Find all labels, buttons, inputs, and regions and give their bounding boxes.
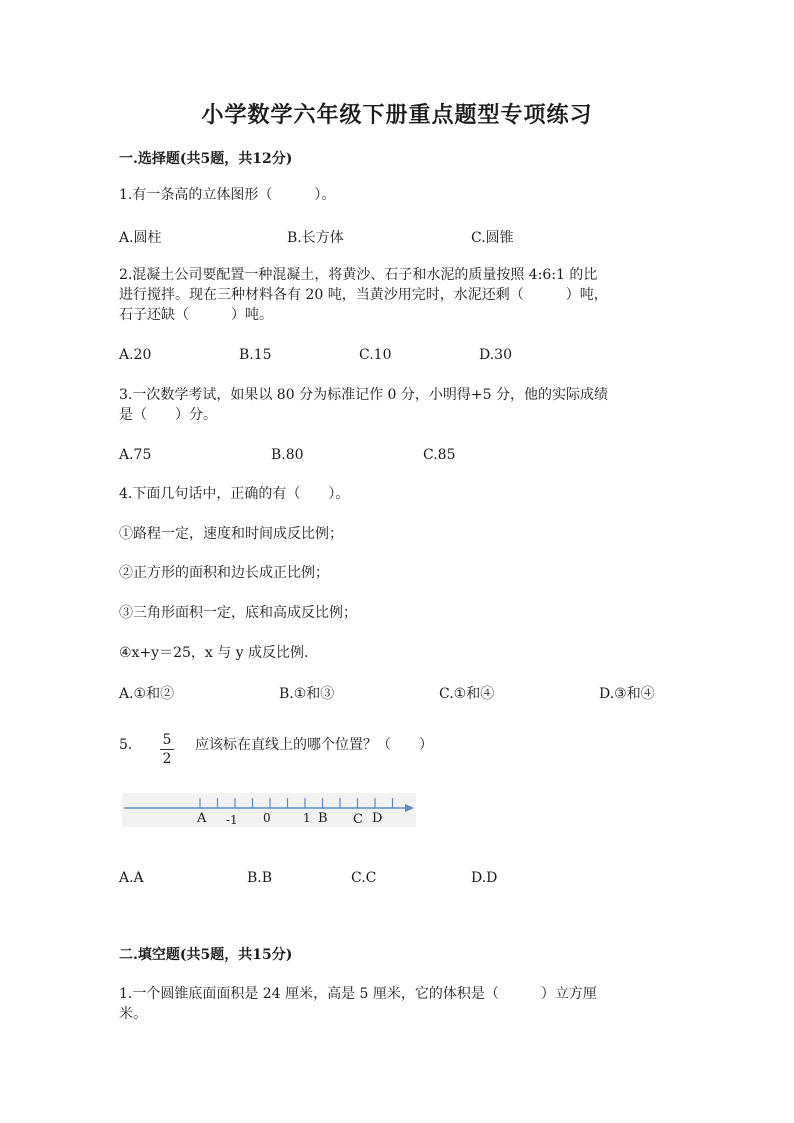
question-2-text — [119, 265, 669, 325]
section-heading-choice: 一.选择题(共5题，共12分) — [119, 151, 293, 167]
fraction-denominator: 2 — [162, 751, 172, 767]
point-label-c: C — [353, 812, 363, 827]
statement-2: ②正方形的面积和边长成正比例； — [119, 565, 329, 581]
option-a[interactable]: A.①和② — [119, 686, 175, 702]
question-5-text: 应该标在直线上的哪个位置？（ ） — [195, 737, 433, 753]
question-3-line-2: 是（ ）分。 — [119, 407, 217, 423]
fill-question-1-line-2: 米。 — [119, 1006, 147, 1022]
question-5-options — [119, 870, 679, 890]
option-a[interactable]: A.圆柱 — [119, 230, 162, 246]
option-d[interactable]: D.D — [471, 870, 498, 886]
question-2-line-2: 进行搅拌。现在三种材料各有 20 吨，当黄沙用完时，水泥还剩（ ）吨， — [119, 287, 608, 303]
statement-1: ①路程一定，速度和时间成反比例； — [119, 526, 343, 542]
question-2-line-1: 2.混凝土公司要配置一种混凝土，将黄沙、石子和水泥的质量按照 4:6:1 的比 — [119, 267, 598, 283]
option-c[interactable]: C.C — [351, 870, 377, 886]
fraction-bar — [160, 749, 174, 750]
question-3-text — [119, 385, 669, 425]
question-5-number: 5. — [119, 737, 133, 753]
option-b[interactable]: B.B — [247, 870, 273, 886]
number-line-svg — [122, 793, 416, 827]
question-3-options — [119, 447, 679, 467]
statement-3: ③三角形面积一定，底和高成反比例； — [119, 605, 357, 621]
tick-label-0: 0 — [263, 811, 271, 825]
option-d[interactable]: D.30 — [479, 347, 512, 363]
option-c[interactable]: C.圆锥 — [471, 230, 514, 246]
fill-question-1-text — [119, 984, 669, 1024]
question-2-options — [119, 347, 679, 367]
number-line-arrow-icon — [405, 804, 414, 812]
option-c[interactable]: C.85 — [423, 447, 456, 463]
option-c[interactable]: C.10 — [359, 347, 392, 363]
fill-question-1-line-1: 1.一个圆锥底面面积是 24 厘米，高是 5 厘米，它的体积是（ ）立方厘 — [119, 986, 597, 1002]
question-3-line-1: 3.一次数学考试，如果以 80 分为标准记作 0 分，小明得+5 分，他的实际成绩 — [119, 387, 608, 403]
question-2-line-3: 石子还缺（ ）吨。 — [119, 307, 273, 323]
number-line-ticks — [200, 798, 393, 808]
option-a[interactable]: A.20 — [119, 347, 152, 363]
page-title: 小学数学六年级下册重点题型专项练习 — [201, 102, 593, 128]
tick-label-1: 1 — [303, 811, 311, 825]
option-a[interactable]: A.A — [119, 870, 144, 886]
number-line — [122, 793, 416, 827]
statement-4: ④x+y＝25，x 与 y 成反比例. — [119, 645, 309, 661]
option-c[interactable]: C.①和④ — [439, 686, 495, 702]
fraction-numerator: 5 — [162, 732, 172, 748]
option-a[interactable]: A.75 — [119, 447, 152, 463]
point-label-d: D — [372, 811, 383, 826]
fraction — [160, 732, 174, 767]
point-label-b: B — [318, 811, 328, 826]
question-4-options — [119, 683, 679, 703]
point-label-a: A — [197, 811, 207, 826]
question-1-text: 1.有一条高的立体图形（ ）。 — [119, 187, 336, 203]
option-b[interactable]: B.80 — [271, 447, 304, 463]
question-4-text: 4.下面几句话中，正确的有（ ）。 — [119, 486, 350, 502]
option-b[interactable]: B.①和③ — [279, 686, 335, 702]
question-1-options — [119, 227, 679, 247]
section-heading-fill-in: 二.填空题(共5题，共15分) — [119, 947, 293, 963]
tick-label-minus-1: -1 — [226, 813, 238, 827]
option-d[interactable]: D.③和④ — [599, 686, 655, 702]
option-b[interactable]: B.长方体 — [287, 230, 344, 246]
option-b[interactable]: B.15 — [239, 347, 272, 363]
